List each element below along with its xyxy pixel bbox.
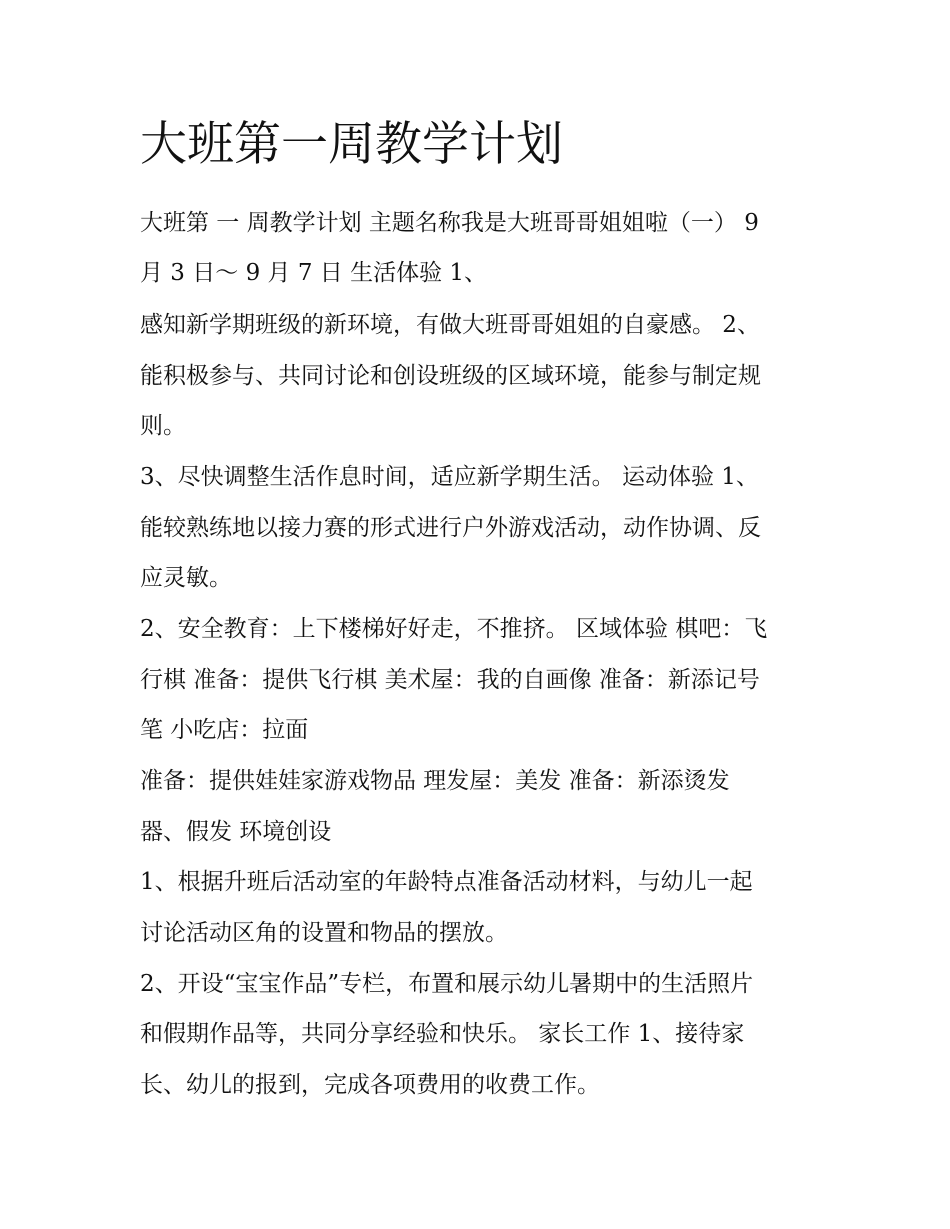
body-line-5: 则。	[140, 413, 186, 439]
body-line-3: 感知新学期班级的新环境，有做大班哥哥姐姐的自豪感。 2、	[140, 312, 760, 338]
body-line-4: 能积极参与、共同讨论和创设班级的区域环境，能参与制定规	[140, 363, 761, 389]
body-line-17: 和假期作品等，共同分享经验和快乐。 家长工作 1、接待家	[140, 1021, 745, 1047]
body-line-7: 能较熟练地以接力赛的形式进行户外游戏活动，动作协调、反	[140, 515, 761, 541]
body-line-1: 大班第 一 周教学计划 主题名称我是大班哥哥姐姐啦（一） 9	[140, 210, 759, 236]
body-line-11: 笔 小吃店：拉面	[140, 717, 309, 743]
body-line-14: 1、根据升班后活动室的年龄特点准备活动材料，与幼儿一起	[140, 869, 753, 895]
body-line-16: 2、开设“宝宝作品”专栏，布置和展示幼儿暑期中的生活照片	[140, 971, 754, 997]
body-line-13: 器、假发 环境创设	[140, 819, 332, 845]
body-line-9: 2、安全教育：上下楼梯好好走，不推挤。 区域体验 棋吧：飞	[140, 616, 768, 642]
body-line-18: 长、幼儿的报到，完成各项费用的收费工作。	[140, 1072, 600, 1098]
body-line-10: 行棋 准备：提供飞行棋 美术屋：我的自画像 准备：新添记号	[140, 667, 760, 693]
body-line-6: 3、尽快调整生活作息时间，适应新学期生活。 运动体验 1、	[140, 464, 759, 490]
body-line-12: 准备：提供娃娃家游戏物品 理发屋：美发 准备：新添烫发	[140, 768, 730, 794]
document-title: 大班第一周教学计划	[140, 117, 563, 172]
body-line-8: 应灵敏。	[140, 565, 232, 591]
body-line-2: 月 3 日～ 9 月 7 日 生活体验 1、	[140, 260, 488, 286]
body-line-15: 讨论活动区角的设置和物品的摆放。	[140, 920, 508, 946]
